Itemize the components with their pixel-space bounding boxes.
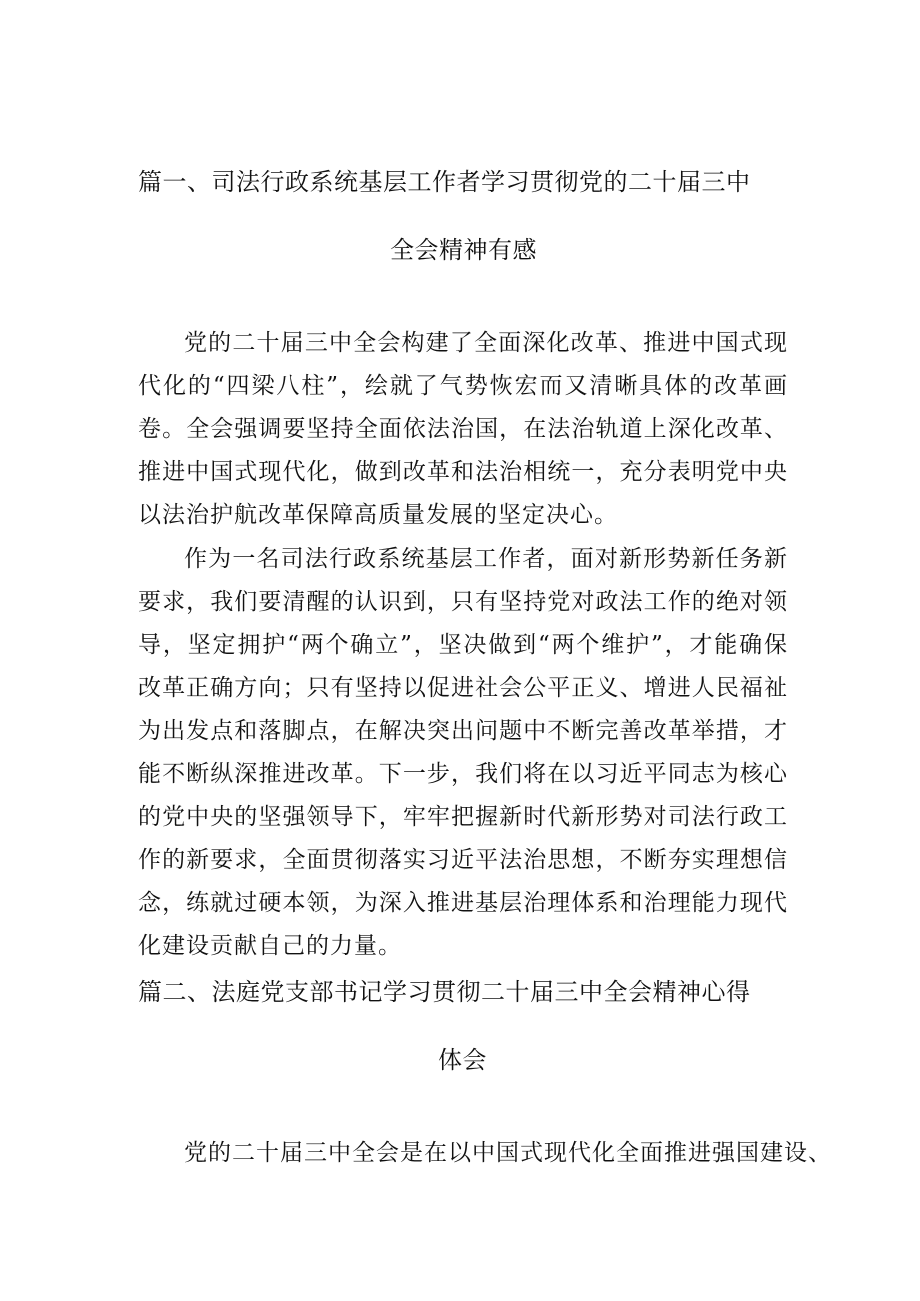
article-2-paragraph-1: 党的二十届三中全会是在以中国式现代化全面推进强国建设、 — [184, 1140, 832, 1166]
article-1-title-line-1: 篇一、司法行政系统基层工作者学习贯彻党的二十届三中 — [138, 168, 751, 196]
article-2-title-line-1: 篇二、法庭党支部书记学习贯彻二十届三中全会精神心得 — [138, 978, 751, 1006]
article-1-paragraph-2: 作为一名司法行政系统基层工作者，面对新形势新任务新要求，我们要清醒的认识到，只有坚持党对政法工作的绝对领导，坚定拥护“两个确立”，坚决做到“两个维护”，才能确保改革正确方向；只有坚持以促进社会公平正义、增进人民福祉为出发点和落脚点，在解决突出问题中不断完善改革举措，才能不断纵深推进改革。下一步，我们将在以习近平同志为核心的党中央的坚强领导下，牢牢把握新时代新形势对司法行政工作的新要求，全面贯彻落实习近平法治思想，不断夯实理想信念，练就过硬本领，为深入推进基层治理体系和治理能力现代化建设贡献自己的力量。 — [138, 546, 788, 959]
article-1-title-line-2: 全会精神有感 — [390, 236, 537, 264]
article-1-paragraph-1: 党的二十届三中全会构建了全面深化改革、推进中国式现代化的“四梁八柱”，绘就了气势恢宏而又清晰具体的改革画卷。全会强调要坚持全面依法治国，在法治轨道上深化改革、推进中国式现代化，做到改革和法治相统一，充分表明党中央以法治护航改革保障高质量发展的坚定决心。 — [138, 330, 788, 528]
article-2-title-line-2: 体会 — [438, 1046, 487, 1074]
